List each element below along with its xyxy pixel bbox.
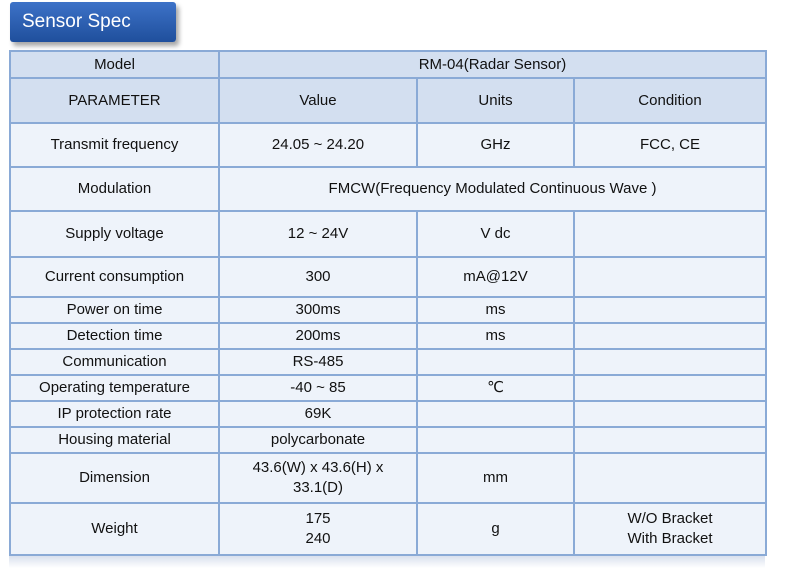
condition-cell — [574, 375, 766, 401]
condition-cell — [574, 297, 766, 323]
value-line: 43.6(W) x 43.6(H) x — [252, 459, 384, 476]
table-row — [10, 401, 766, 427]
units-cell — [417, 349, 574, 375]
parameter-cell: Dimension — [10, 453, 219, 503]
units-cell — [417, 427, 574, 453]
value-cell — [219, 503, 417, 555]
condition-cell — [574, 503, 766, 555]
units-cell: g — [417, 503, 574, 555]
parameter-cell: Transmit frequency — [10, 123, 219, 167]
condition-cell — [574, 453, 766, 503]
parameter-cell: Detection time — [10, 323, 219, 349]
table-row — [10, 323, 766, 349]
section-title: Sensor Spec — [10, 2, 176, 42]
value-cell: FMCW(Frequency Modulated Continuous Wave ) — [219, 167, 766, 211]
units-cell: mA@12V — [417, 257, 574, 297]
column-header-condition: Condition — [574, 78, 766, 123]
table-row-model — [10, 51, 766, 78]
units-cell: V dc — [417, 211, 574, 257]
parameter-cell: Modulation — [10, 167, 219, 211]
condition-cell — [574, 349, 766, 375]
parameter-cell: Housing material — [10, 427, 219, 453]
table-row — [10, 297, 766, 323]
model-label: Model — [10, 51, 219, 78]
value-cell: polycarbonate — [219, 427, 417, 453]
table-row — [10, 123, 766, 167]
value-cell: 69K — [219, 401, 417, 427]
value-cell: 200ms — [219, 323, 417, 349]
value-cell: 12 ~ 24V — [219, 211, 417, 257]
condition-cell — [574, 211, 766, 257]
table-row — [10, 427, 766, 453]
parameter-cell: Operating temperature — [10, 375, 219, 401]
value-cell: 300ms — [219, 297, 417, 323]
table-row — [10, 211, 766, 257]
table-header-row — [10, 78, 766, 123]
units-cell: GHz — [417, 123, 574, 167]
units-cell: ms — [417, 297, 574, 323]
condition-cell — [574, 323, 766, 349]
table-row — [10, 167, 766, 211]
condition-line: With Bracket — [627, 530, 713, 547]
value-cell: 24.05 ~ 24.20 — [219, 123, 417, 167]
condition-cell: FCC, CE — [574, 123, 766, 167]
parameter-cell: Weight — [10, 503, 219, 555]
value-cell: 300 — [219, 257, 417, 297]
table-row — [10, 257, 766, 297]
condition-line: W/O Bracket — [627, 510, 713, 527]
parameter-cell: IP protection rate — [10, 401, 219, 427]
model-value: RM-04(Radar Sensor) — [219, 51, 766, 78]
condition-cell — [574, 427, 766, 453]
column-header-parameter: PARAMETER — [10, 78, 219, 123]
table-row — [10, 375, 766, 401]
value-line: 33.1(D) — [292, 479, 344, 496]
table-reflection — [9, 556, 765, 568]
units-cell: mm — [417, 453, 574, 503]
parameter-cell: Supply voltage — [10, 211, 219, 257]
units-cell: ms — [417, 323, 574, 349]
value-cell: -40 ~ 85 — [219, 375, 417, 401]
sensor-spec-table — [9, 50, 767, 556]
parameter-cell: Communication — [10, 349, 219, 375]
value-line: 175 — [305, 510, 331, 527]
parameter-cell: Current consumption — [10, 257, 219, 297]
units-cell: ℃ — [417, 375, 574, 401]
table-row — [10, 503, 766, 555]
value-cell — [219, 453, 417, 503]
table-row — [10, 453, 766, 503]
condition-cell — [574, 257, 766, 297]
column-header-value: Value — [219, 78, 417, 123]
value-line: 240 — [305, 530, 331, 547]
column-header-units: Units — [417, 78, 574, 123]
condition-cell — [574, 401, 766, 427]
table-row — [10, 349, 766, 375]
parameter-cell: Power on time — [10, 297, 219, 323]
units-cell — [417, 401, 574, 427]
value-cell: RS-485 — [219, 349, 417, 375]
